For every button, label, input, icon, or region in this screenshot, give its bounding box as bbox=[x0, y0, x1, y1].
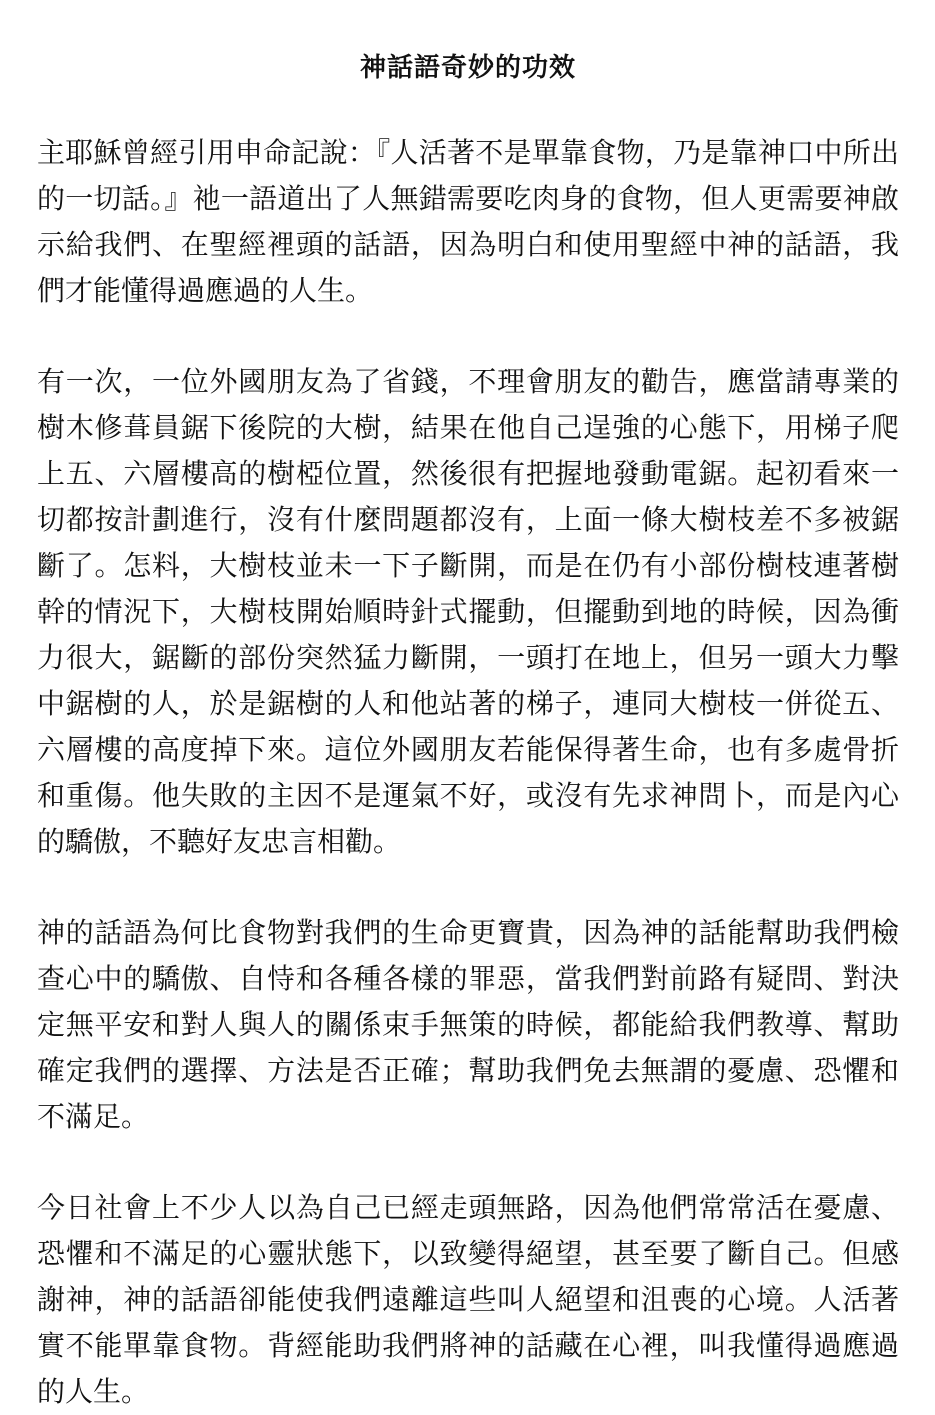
paragraph-conclusion: 今日社會上不少人以為自己已經走頭無路，因為他們常常活在憂慮、恐懼和不滿足的心靈狀態下，以致變得絕望，甚至要了斷自己。但感謝神，神的話語卻能使我們遠離這些叫人絕望和沮喪的心境。人活著實不能單靠食物。背經能助我們將神的話藏在心裡，叫我懂得過應過的人生。 bbox=[37, 1191, 899, 1408]
paragraph-story: 有一次，一位外國朋友為了省錢，不理會朋友的勸告，應當請專業的樹木修葺員鋸下後院的大樹，結果在他自己逞強的心態下，用梯子爬上五、六層樓高的樹椏位置，然後很有把握地發動電鋸。起初看來一切都按計劃進行，沒有什麼問題都沒有，上面一條大樹枝差不多被鋸斷了。怎料，大樹枝並未一下子斷開，而是在仍有小部份樹枝連著樹幹的情況下，大樹枝開始順時針式擺動，但擺動到地的時候，因為衝力很大，鋸斷的部份突然猛力斷開，一頭打在地上，但另一頭大力擊中鋸樹的人，於是鋸樹的人和他站著的梯子，連同大樹枝一併從五、六層樓的高度掉下來。這位外國朋友若能保得著生命，也有多處骨折和重傷。他失敗的主因不是運氣不好，或沒有先求神問卜，而是內心的驕傲，不聽好友忠言相勸。 bbox=[37, 365, 899, 858]
paragraph-value: 神的話語為何比食物對我們的生命更寶貴，因為神的話能幫助我們檢查心中的驕傲、自恃和各種各樣的罪惡，當我們對前路有疑問、對決定無平安和對人與人的關係束手無策的時候，都能給我們教導、幫助確定我們的選擇、方法是否正確；幫助我們免去無謂的憂慮、恐懼和不滿足。 bbox=[37, 916, 899, 1133]
paragraph-intro: 主耶穌曾經引用申命記說：『人活著不是單靠食物，乃是靠神口中所出的一切話。』祂一語道出了人無錯需要吃肉身的食物，但人更需要神啟示給我們、在聖經裡頭的話語，因為明白和使用聖經中神的話語，我們才能懂得過應過的人生。 bbox=[37, 136, 899, 307]
page-title: 神話語奇妙的功效 bbox=[359, 53, 576, 83]
